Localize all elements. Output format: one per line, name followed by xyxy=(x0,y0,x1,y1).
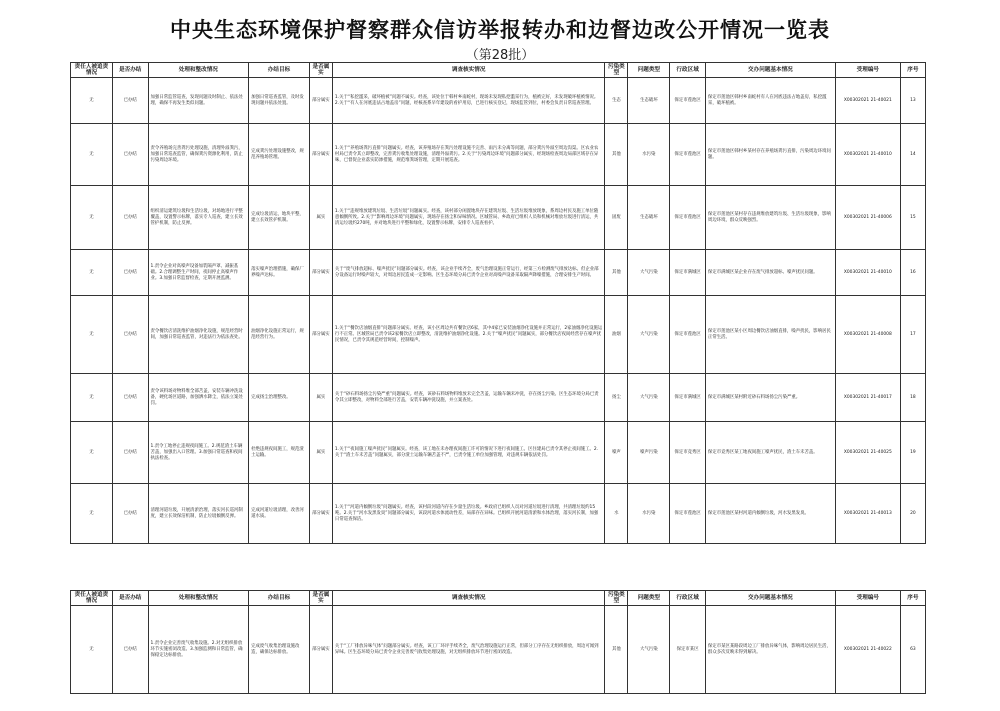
cell-done: 已办结 xyxy=(112,422,148,484)
cell-goal: 完成垃圾清运，地块平整，建立长效管护机制。 xyxy=(249,186,310,250)
table-body xyxy=(71,78,926,544)
cell-ptype: 生态破坏 xyxy=(628,186,670,250)
column-header: 受理编号 xyxy=(835,63,900,78)
cell-done: 已办结 xyxy=(112,78,148,124)
second-table-header xyxy=(71,591,926,606)
column-header: 污染类型 xyxy=(605,63,628,78)
column-header: 受理编号 xyxy=(835,591,900,606)
table-row xyxy=(71,186,926,250)
cell-ptype: 大气污染 xyxy=(628,296,670,374)
cell-done: 已办结 xyxy=(112,250,148,296)
column-header: 问题类型 xyxy=(628,591,670,606)
table-row xyxy=(71,250,926,296)
cell-real: 属实 xyxy=(309,374,332,422)
table-row xyxy=(71,484,926,544)
cell-survey: 1.关于“餐饮店油烟直排”问题部分属实。经查，该小区周边共有餐饮店6家，其中4家已安装油烟净化设施并正常运行，2家油烟净化设施运行不正常。区城管局已责令该2家餐饮店立即整改，清洗维护油烟净化设施。2.关于“噪声扰民”问题属实，部分餐饮店夜间经营存在噪声扰民情况，已责令其规范经营时间，控制噪声。 xyxy=(332,296,604,374)
cell-region: 保定市竞秀区 xyxy=(670,422,706,484)
column-header: 交办问题基本情况 xyxy=(705,63,835,78)
cell-handling: 1.责令企业对高噪声设备加装隔声罩、减振基础。2.合理调整生产时间，夜间停止高噪声作业。3.加强日常监督检查，定期开展监测。 xyxy=(148,250,249,296)
cell-goal: 完成扬尘治理整改。 xyxy=(249,374,310,422)
cell-account: 无 xyxy=(71,124,113,186)
cell-no: 17 xyxy=(900,296,925,374)
cell-ptype: 噪声污染 xyxy=(628,422,670,484)
cell-code: X00302021 21-40008 xyxy=(835,296,900,374)
table-row xyxy=(71,124,926,186)
column-header: 办结目标 xyxy=(249,591,310,606)
column-header: 调查核实情况 xyxy=(332,63,604,78)
header-row xyxy=(71,63,926,78)
cell-no: 14 xyxy=(900,124,925,186)
cell-account: 无 xyxy=(71,422,113,484)
column-header: 办结目标 xyxy=(249,63,310,78)
cell-code: X00302021 21-40013 xyxy=(835,484,900,544)
column-header: 是否办结 xyxy=(112,591,148,606)
page-title: 中央生态环境保护督察群众信访举报转办和边督边改公开情况一览表 xyxy=(170,18,830,42)
column-header: 是否属实 xyxy=(309,591,332,606)
cell-goal: 完成河道垃圾清理，改善河道水质。 xyxy=(249,484,310,544)
main-table xyxy=(70,62,926,544)
column-header: 是否办结 xyxy=(112,63,148,78)
cell-pollution: 固废 xyxy=(605,186,628,250)
second-table-body xyxy=(71,606,926,694)
column-header: 问题类型 xyxy=(628,63,670,78)
cell-pollution: 扬尘 xyxy=(605,374,628,422)
cell-handling: 加强日常监管巡查，发现问题及时制止、依法处理，确保不再发生类似问题。 xyxy=(148,78,249,124)
cell-basic: 保定市竞秀区某工地夜间施工噪声扰民，渣土车未苫盖。 xyxy=(705,422,835,484)
cell-account: 无 xyxy=(71,186,113,250)
column-header: 交办问题基本情况 xyxy=(705,591,835,606)
cell-code: X00302021 21-40022 xyxy=(835,606,900,694)
cell-account: 无 xyxy=(71,78,113,124)
cell-real: 部分属实 xyxy=(309,484,332,544)
table-row xyxy=(71,374,926,422)
cell-no: 18 xyxy=(900,374,925,422)
cell-ptype: 大气污染 xyxy=(628,606,670,694)
cell-region: 保定市莲池区 xyxy=(670,484,706,544)
cell-no: 16 xyxy=(900,250,925,296)
cell-region: 保定市莲池区 xyxy=(670,296,706,374)
cell-ptype: 大气污染 xyxy=(628,374,670,422)
cell-done: 已办结 xyxy=(112,374,148,422)
column-header: 责任人被追责情况 xyxy=(71,63,113,78)
cell-ptype: 生态破坏 xyxy=(628,78,670,124)
cell-real: 部分属实 xyxy=(309,296,332,374)
cell-survey: 1.关于“违规堆放建筑垃圾、生活垃圾”问题属实。经查，该村部分闲置地块存在建筑垃圾、生活垃圾堆放现象，系周边村民及施工单位随意倾倒所致。2.关于“影响周边环境”问题属实，现场存在扬尘和异味情况。区城管局、乡政府已组织人员和机械对堆放垃圾进行清运，共清运垃圾约270吨，并对地块进行平整和绿化，设置警示标牌，安排专人巡查看护。 xyxy=(332,186,604,250)
cell-basic: 保定市莲池区韩村乡南蛇村有人在河底违法占地盖房，私挖滥采，破坏植被。 xyxy=(705,78,835,124)
cell-region: 保定市莲池区 xyxy=(670,78,706,124)
cell-goal: 落实噪声治理措施，确保厂界噪声达标。 xyxy=(249,250,310,296)
cell-ptype: 水污染 xyxy=(628,124,670,186)
cell-basic: 保定市莲池区某村存在违规堆放建筑垃圾、生活垃圾现象，影响周边环境，群众反映强烈。 xyxy=(705,186,835,250)
cell-survey: 关于“砂石料场扬尘污染严重”问题属实。经查，该砂石料场物料堆放未完全苫盖，运输车辆未冲洗，存在扬尘污染。区生态环境分局已责令其立即整改，对物料全部进行苫盖，安装车辆冲洗设施，并立案查处。 xyxy=(332,374,604,422)
column-header: 处理和整改情况 xyxy=(148,63,249,78)
second-table xyxy=(70,590,926,694)
cell-no: 63 xyxy=(900,606,925,694)
cell-basic: 保定市满城区某企业存在废气排放超标、噪声扰民问题。 xyxy=(705,250,835,296)
column-header: 责任人被追责情况 xyxy=(71,591,113,606)
column-header: 行政区域 xyxy=(670,63,706,78)
cell-account: 无 xyxy=(71,374,113,422)
table-row xyxy=(71,422,926,484)
cell-done: 已办结 xyxy=(112,186,148,250)
column-header: 污染类型 xyxy=(605,591,628,606)
cell-real: 部分属实 xyxy=(309,606,332,694)
cell-goal: 加强日常巡查监管，及时发现问题并依法处置。 xyxy=(249,78,310,124)
cell-real: 属实 xyxy=(309,422,332,484)
table-row xyxy=(71,606,926,694)
table-row xyxy=(71,78,926,124)
cell-goal: 完成粪污处理设施整改，规范养殖场管理。 xyxy=(249,124,310,186)
cell-account: 无 xyxy=(71,606,113,694)
cell-survey: 关于“工厂排放异味气体”问题部分属实。经查，该工厂环评手续齐全，废气治理设施运行正常，但部分工序存在无组织排放，周边可闻到异味。区生态环境分局已责令企业完善废气收集处理设施，对无组织排放环节进行密闭改造。 xyxy=(332,606,604,694)
cell-goal: 油烟净化设施正常运行，规范经营行为。 xyxy=(249,296,310,374)
cell-real: 属实 xyxy=(309,186,332,250)
cell-handling: 1.责令企业完善废气收集设施。2.对无组织排放环节实施密闭改造。3.加强监测和日常监管，确保稳定达标排放。 xyxy=(148,606,249,694)
cell-done: 已办结 xyxy=(112,296,148,374)
cell-survey: 1.关于“夜间施工噪声扰民”问题属实。经查，该工地在未办理夜间施工许可的情况下进行夜间施工。区住建局已责令其停止夜间施工。2.关于“渣土车未苫盖”问题属实，部分渣土运输车辆苫盖不严，已责令施工单位加强管理，对违规车辆依法处罚。 xyxy=(332,422,604,484)
cell-code: X00302021 21-40010 xyxy=(835,124,900,186)
cell-pollution: 噪声 xyxy=(605,422,628,484)
cell-goal: 完成废气收集治理设施改造，确保达标排放。 xyxy=(249,606,310,694)
cell-handling: 责令养殖场完善粪污处理设施，清理外溢粪污，加强日常巡查监管，确保粪污资源化利用，防止污染周边环境。 xyxy=(148,124,249,186)
cell-account: 无 xyxy=(71,296,113,374)
cell-real: 部分属实 xyxy=(309,124,332,186)
cell-ptype: 水污染 xyxy=(628,484,670,544)
column-header: 是否属实 xyxy=(309,63,332,78)
cell-handling: 组织清运建筑垃圾和生活垃圾，对场地进行平整覆盖，设置警示标牌，落实专人巡查，建立长效管护机制，防止反弹。 xyxy=(148,186,249,250)
cell-survey: 1.关于“河道内倾倒垃圾”问题属实。经查，该村段河道内存在少量生活垃圾。乡政府已组织人员对河道垃圾进行清理，共清理垃圾约15吨。2.关于“河水发黑发臭”问题部分属实，该段河道水体流动性差，局部存在异味。已组织开展河道清淤和水体治理，落实河长制，加强日常巡查保洁。 xyxy=(332,484,604,544)
cell-basic: 保定市莲池区某村河道内倾倒垃圾，河水发黑发臭。 xyxy=(705,484,835,544)
cell-handling: 责令餐饮店清洗维护油烟净化设施，规范经营时间，加强日常巡查监管，对违法行为依法查处。 xyxy=(148,296,249,374)
cell-survey: 1.关于“私挖滥采，破坏植被”问题不属实。经查，该处位于韩村乡南蛇村，现场未发现私挖滥采行为，植被完好，未发现破坏植被情况。2.关于“有人在河底违法占地盖房”问题，经核查系早年建设的看护用房，已进行核实登记，现场监管到位，村委会负责日常巡查管理。 xyxy=(332,78,604,124)
cell-no: 20 xyxy=(900,484,925,544)
cell-basic: 保定市某区某路段周边工厂排放异味气体，影响周边居民生活，群众多次反映未得到解决。 xyxy=(705,606,835,694)
cell-code: X00302021 21-40021 xyxy=(835,78,900,124)
cell-basic: 保定市满城区某村附近砂石料场扬尘污染严重。 xyxy=(705,374,835,422)
column-header: 调查核实情况 xyxy=(332,591,604,606)
cell-region: 保定市满城区 xyxy=(670,374,706,422)
cell-pollution: 其他 xyxy=(605,124,628,186)
column-header: 序号 xyxy=(900,63,925,78)
cell-survey: 关于“废气排放超标、噪声扰民”问题部分属实。经查，该企业手续齐全，废气治理设施正常运行，经第三方检测废气排放达标。但企业部分设备运行时噪声较大，对周边居民造成一定影响。区生态环境分局已责令企业对高噪声设备采取隔声降噪措施，合理安排生产时间。 xyxy=(332,250,604,296)
cell-done: 已办结 xyxy=(112,606,148,694)
column-header: 序号 xyxy=(900,591,925,606)
cell-region: 保定市莲池区 xyxy=(670,124,706,186)
cell-account: 无 xyxy=(71,484,113,544)
cell-pollution: 其他 xyxy=(605,606,628,694)
cell-real: 部分属实 xyxy=(309,78,332,124)
cell-pollution: 水 xyxy=(605,484,628,544)
cell-done: 已办结 xyxy=(112,124,148,186)
cell-pollution: 其他 xyxy=(605,250,628,296)
cell-region: 保定市某区 xyxy=(670,606,706,694)
cell-done: 已办结 xyxy=(112,484,148,544)
cell-basic: 保定市莲池区韩村乡某村存在养殖场粪污直排，污染周边环境问题。 xyxy=(705,124,835,186)
cell-pollution: 生态 xyxy=(605,78,628,124)
cell-region: 保定市满城区 xyxy=(670,250,706,296)
header-row xyxy=(71,591,926,606)
cell-goal: 杜绝违规夜间施工，规范渣土运输。 xyxy=(249,422,310,484)
cell-no: 15 xyxy=(900,186,925,250)
cell-no: 13 xyxy=(900,78,925,124)
cell-region: 保定市莲池区 xyxy=(670,186,706,250)
page-subtitle: （第28批） xyxy=(465,48,535,63)
cell-ptype: 大气污染 xyxy=(628,250,670,296)
column-header: 行政区域 xyxy=(670,591,706,606)
cell-pollution: 油烟 xyxy=(605,296,628,374)
cell-real: 部分属实 xyxy=(309,250,332,296)
column-header: 处理和整改情况 xyxy=(148,591,249,606)
table-header xyxy=(71,63,926,78)
cell-code: X00302021 21-40006 xyxy=(835,186,900,250)
cell-handling: 责令该料场对物料堆全部苫盖，安装车辆冲洗设备，硬化场区道路，加强洒水降尘，依法立案处罚。 xyxy=(148,374,249,422)
cell-survey: 1.关于“养殖场粪污直排”问题属实。经查，该养殖场存在粪污处理设施不完善、雨污未分离等问题，部分粪污外溢至周边沟渠。区农业农村局已责令其立即整改，完善粪污收集处理设施，清理外溢粪污。2.关于“污染周边环境”问题部分属实，经现场检查周边局部区域存在异味，已督促企业落实防渗措施，规范堆粪场管理，定期开展巡查。 xyxy=(332,124,604,186)
cell-handling: 清理河道垃圾，开展清淤治理，落实河长巡河制度，建立长效保洁机制，防止垃圾倾倒反弹。 xyxy=(148,484,249,544)
cell-account: 无 xyxy=(71,250,113,296)
cell-code: X00302021 21-40010 xyxy=(835,250,900,296)
cell-no: 19 xyxy=(900,422,925,484)
cell-basic: 保定市莲池区某小区周边餐饮店油烟直排，噪声扰民，影响居民正常生活。 xyxy=(705,296,835,374)
cell-handling: 1.责令工地停止违规夜间施工。2.规范渣土车辆苫盖，加强出入口管理。3.加强日常巡查和夜间执法检查。 xyxy=(148,422,249,484)
table-row xyxy=(71,296,926,374)
cell-code: X00302021 21-40017 xyxy=(835,374,900,422)
cell-code: X00302021 21-40025 xyxy=(835,422,900,484)
